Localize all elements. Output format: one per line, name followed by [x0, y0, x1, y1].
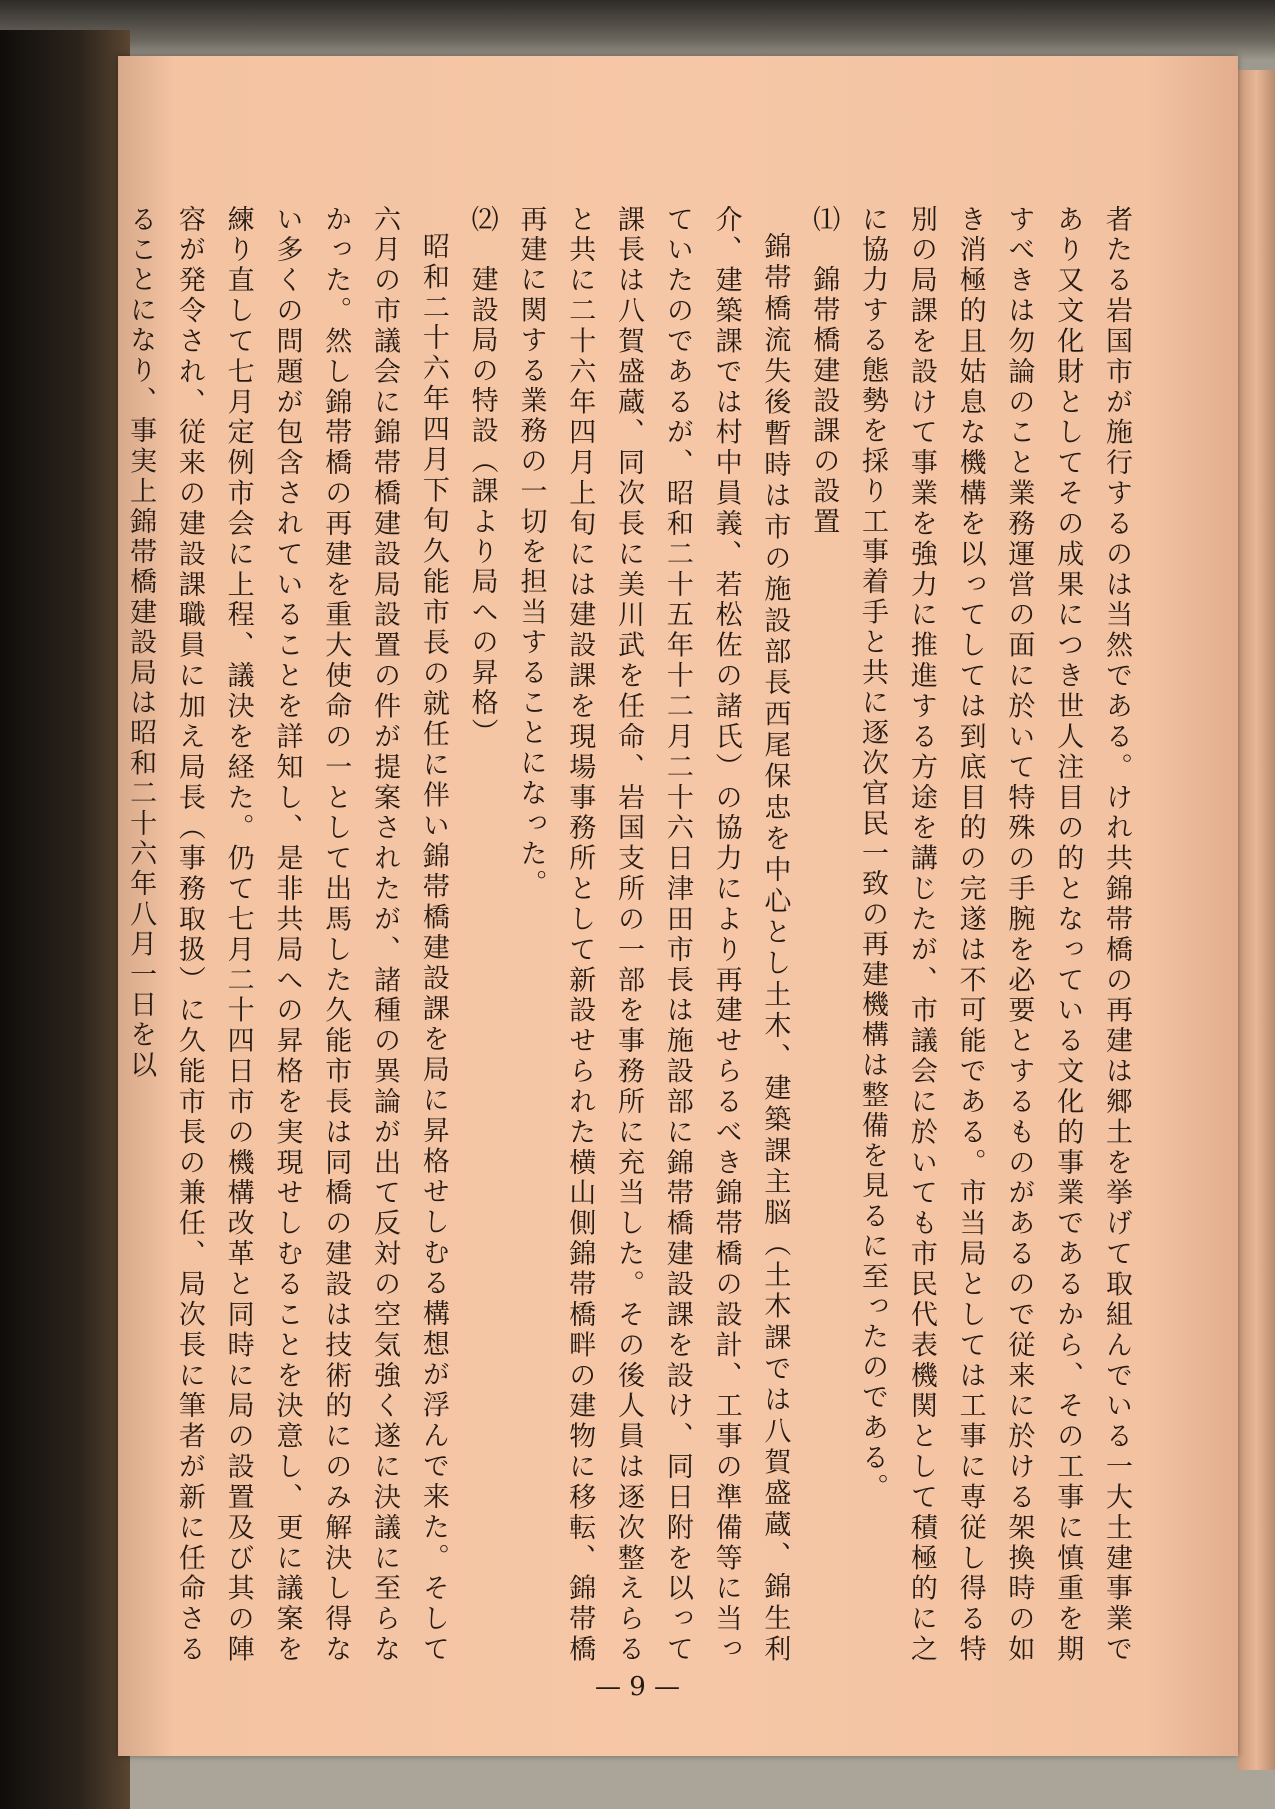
book-spine-shadow — [0, 30, 130, 1809]
section-heading-2: ⑵ 建設局の特設（課より局への昇格） — [466, 205, 498, 749]
section-heading-1: ⑴ 錦帯橋建設課の設置 — [808, 205, 840, 538]
page-number-text: — 9 — — [594, 1672, 681, 1702]
facing-page-edge — [1238, 70, 1275, 1770]
page-number — [0, 1672, 1275, 1702]
paragraph-intro: 者たる岩国市が施行するのは当然である。けれ共錦帯橋の再建は郷土を挙げて取組んでいる一大土建事業であり又文化財としてその成果につき世人注目の的となっている文化的事業であるから、その工事に慎重を期すべきは勿論のこと業務運営の面に於いて特殊の手腕を必要とするものがあるので従来に於ける架換時の如き消極的且姑息な機構を以ってしては到底目的の完遂は不可能である。市当局としては工事に専従し得る特別の局課を設けて事業を強力に推進する方途を講じたが、市議会に於いても市民代表機関として積極的に之に協力する態勢を採り工事着手と共に逐次官民一致の再建機構は整備を見るに至ったのである。 — [857, 205, 1132, 1665]
paragraph-construction-section: 錦帯橋流失後暫時は市の施設部長西尾保忠を中心とし土木、建築課主脳（土木課では八賀盛蔵、錦生利介、建築課では村中員義、若松佐の諸氏）の協力により再建せらるべき錦帯橋の設計、工事の準備等に当っていたのであるが、昭和二十五年十二月二十六日津田市長は施設部に錦帯橋建設課を設け、同日附を以って課長は八賀盛蔵、同次長に美川武を任命、岩国支所の一部を事務所に充当した。その後人員は逐次整えらると共に二十六年四月上旬には建設課を現場事務所として新設せられた横山側錦帯橋畔の建物に移転、錦帯橋再建に関する業務の一切を担当することになった。 — [515, 205, 791, 1665]
vertical-text-body — [125, 205, 1140, 1665]
paragraph-bureau: 昭和二十六年四月下旬久能市長の就任に伴い錦帯橋建設課を局に昇格せしむる構想が浮んで来た。そして六月の市議会に錦帯橋建設局設置の件が提案されたが、諸種の異論が出て反対の空気強く遂に決議に至らなかった。然し錦帯橋の再建を重大使命の一として出馬した久能市長は同橋の建設は技術的にのみ解決し得ない多くの問題が包含されていることを詳知し、是非共局への昇格を実現せしむることを決意し、更に議案を練り直して七月定例市会に上程、議決を経た。仍て七月二十四日市の機構改革と同時に局の設置及び其の陣容が発令され、従来の建設課職員に加え局長（事務取扱）に久能市長の兼任、局次長に筆者が新に任命さるることになり、事実上錦帯橋建設局は昭和二十六年八月一日を以 — [125, 205, 449, 1665]
